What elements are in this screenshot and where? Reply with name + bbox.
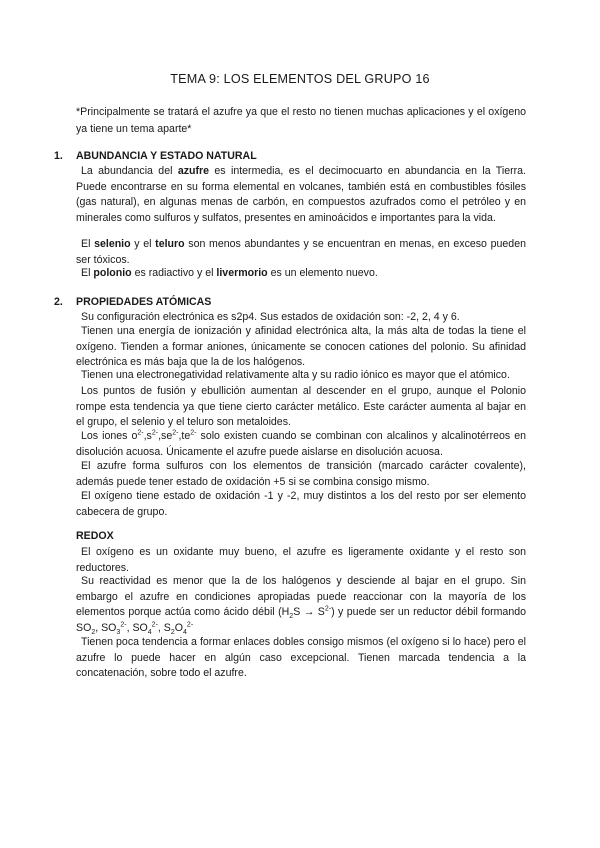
s2-paragraph-ionizacion <box>76 324 526 371</box>
s3-p2-sup-4: 2- <box>186 621 194 629</box>
s3-p2-text-a: Su reactividad es menor que la de los halógenos y desciende al bajar en el grupo. Sin embargo el azufre en condiciones apropiadas puede reaccionar con la mayoría de los elementos porque actúa como ácido débil (H <box>76 575 526 619</box>
s2-p5-text-c: ,se <box>158 430 173 442</box>
s2-p1-text: Su configuración electrónica es s2p4. Sus estados de oxidación son: -2, 2, 4 y 6. <box>81 311 460 323</box>
s2-p6-text: El azufre forma sulfuros con los elementos de transición (marcado carácter covalente), además puede tener estado de oxidación +5 si se combina consigo mismo. <box>76 460 526 488</box>
s3-p1-text: El oxígeno es un oxidante muy bueno, el azufre es ligeramente oxidante y el resto son reductores. <box>76 546 526 574</box>
s1-p2-text-c: y el <box>130 238 156 250</box>
s2-p5-text-e: solo existen cuando se combinan con alcalinos y alcalinotérreos en disolución acuosa. Únicamente el azufre puede aislarse en disolución acuosa. <box>76 430 526 458</box>
s3-p2-text-c: ) y puede ser un reductor débil formando SO <box>76 606 526 635</box>
s3-p2-text-b: S → S <box>293 606 325 619</box>
s1-paragraph-azufre <box>76 164 526 227</box>
s3-p2-sup-3: 2- <box>151 621 158 629</box>
s3-p2-text-g: O <box>174 622 184 635</box>
s2-p5-sup-2: 2- <box>151 429 159 437</box>
s3-paragraph-enlaces <box>76 635 526 682</box>
s1-p3-text-c: es radiactivo y el <box>131 267 217 279</box>
s1-p2-text-e: son menos abundantes y se encuentran en menas, en exceso pueden ser tóxicos. <box>76 238 526 266</box>
s3-p2-text-e: , SO <box>126 622 148 635</box>
s3-p2-sub-5: 2 <box>170 629 175 637</box>
s2-p3-text: Tienen una electronegatividad relativamente alta y su radio iónico es mayor que el atómico. <box>81 369 510 381</box>
s1-p1-bold-azufre: azufre <box>177 165 210 177</box>
s2-paragraph-oxigeno <box>76 489 526 520</box>
s1-p3-text-e: es un elemento nuevo. <box>267 267 378 279</box>
s3-p2-sub-6: 4 <box>183 629 187 637</box>
s1-p3-text-a: El <box>81 267 94 279</box>
section-1-number: 1. <box>54 150 63 162</box>
s2-p4-text: Los puntos de fusión y ebullición aumentan al descender en el grupo, aunque el Polonio rompe esta tendencia ya que tiene cierto carácter metálico. Este carácter aumenta al bajar en el grupo, el selenio y el teluro son metaloides. <box>76 385 526 429</box>
s1-p2-bold-selenio: selenio <box>94 238 131 250</box>
s1-p1-text-c: es intermedia, es el decimocuarto en abundancia en la Tierra. Puede encontrarse en su forma elemental en volcanes, también está en combustibles fósiles (gas natural), en algunas menas de carbón, en compuestos azufrados como el petróleo y en minerales como sulfuros y sulfatos, presentes en aminoácidos e importantes para la vida. <box>76 165 526 225</box>
s2-paragraph-sulfuros <box>76 459 526 490</box>
s3-p2-text-d: , SO <box>95 622 117 635</box>
s1-paragraph-selenio <box>76 237 526 268</box>
section-2-number: 2. <box>54 296 63 308</box>
s3-paragraph-reactividad <box>76 574 526 637</box>
section-2-title: PROPIEDADES ATÓMICAS <box>76 296 212 308</box>
s1-p3-bold-livermorio: livermorio <box>216 267 268 279</box>
s2-p7-text: El oxígeno tiene estado de oxidación -1 y -2, muy distintos a los del resto por ser elemento cabecera de grupo. <box>76 490 526 518</box>
s2-p5-sup-4: 2- <box>190 429 197 437</box>
s3-paragraph-oxidante <box>76 545 526 576</box>
intro-note: *Principalmente se tratará el azufre ya que el resto no tienen muchas aplicaciones y el oxígeno ya tiene un tema aparte* <box>76 106 526 135</box>
s2-paragraph-iones <box>76 429 526 460</box>
s3-p2-text-f: , S <box>157 622 171 635</box>
s3-p2-sup-2: 2- <box>120 621 127 629</box>
s3-p2-sub-1: 2 <box>289 613 294 621</box>
s3-p2-sup-1: 2- <box>324 605 332 613</box>
s3-p3-text: Tienen poca tendencia a formar enlaces dobles consigo mismos (el oxígeno si lo hace) pero el azufre lo puede hacer en algún caso excepcional. Tienen marcada tendencia a la concatenación, sobre todo el azufre. <box>76 636 526 680</box>
s1-p2-bold-teluro: teluro <box>155 238 185 250</box>
page-title: TEMA 9: LOS ELEMENTOS DEL GRUPO 16 <box>170 72 430 86</box>
s1-p1-text-a: La abundancia del <box>81 165 178 177</box>
s1-paragraph-polonio <box>76 266 526 282</box>
s3-p2-sub-4: 4 <box>147 629 152 637</box>
s2-p5-sup-3: 2- <box>172 429 179 437</box>
s1-p2-text-a: El <box>81 238 95 250</box>
s2-paragraph-fusion <box>76 384 526 431</box>
s2-paragraph-electronegatividad <box>76 368 526 384</box>
s2-p5-text-d: ,te <box>178 430 191 442</box>
s2-p5-text-a: Los iones o <box>81 430 138 442</box>
s2-p5-sup-1: 2- <box>137 429 144 437</box>
s3-p2-sub-2: 2 <box>91 629 96 637</box>
s2-p2-text: Tienen una energía de ionización y afinidad electrónica alta, la más alta de todas la tiene el oxígeno. Tienden a formar aniones, únicamente se conocen cationes del polonio. Su afinidad electrónica es más baja que la de los halógenos. <box>76 325 526 369</box>
section-1-title: ABUNDANCIA Y ESTADO NATURAL <box>76 150 257 162</box>
section-redox-title: REDOX <box>76 530 114 542</box>
s3-p2-sub-3: 3 <box>116 629 121 637</box>
s2-p5-text-b: ,s <box>143 430 152 442</box>
s1-p3-bold-polonio: polonio <box>93 267 132 279</box>
section-redox-heading <box>76 530 114 542</box>
